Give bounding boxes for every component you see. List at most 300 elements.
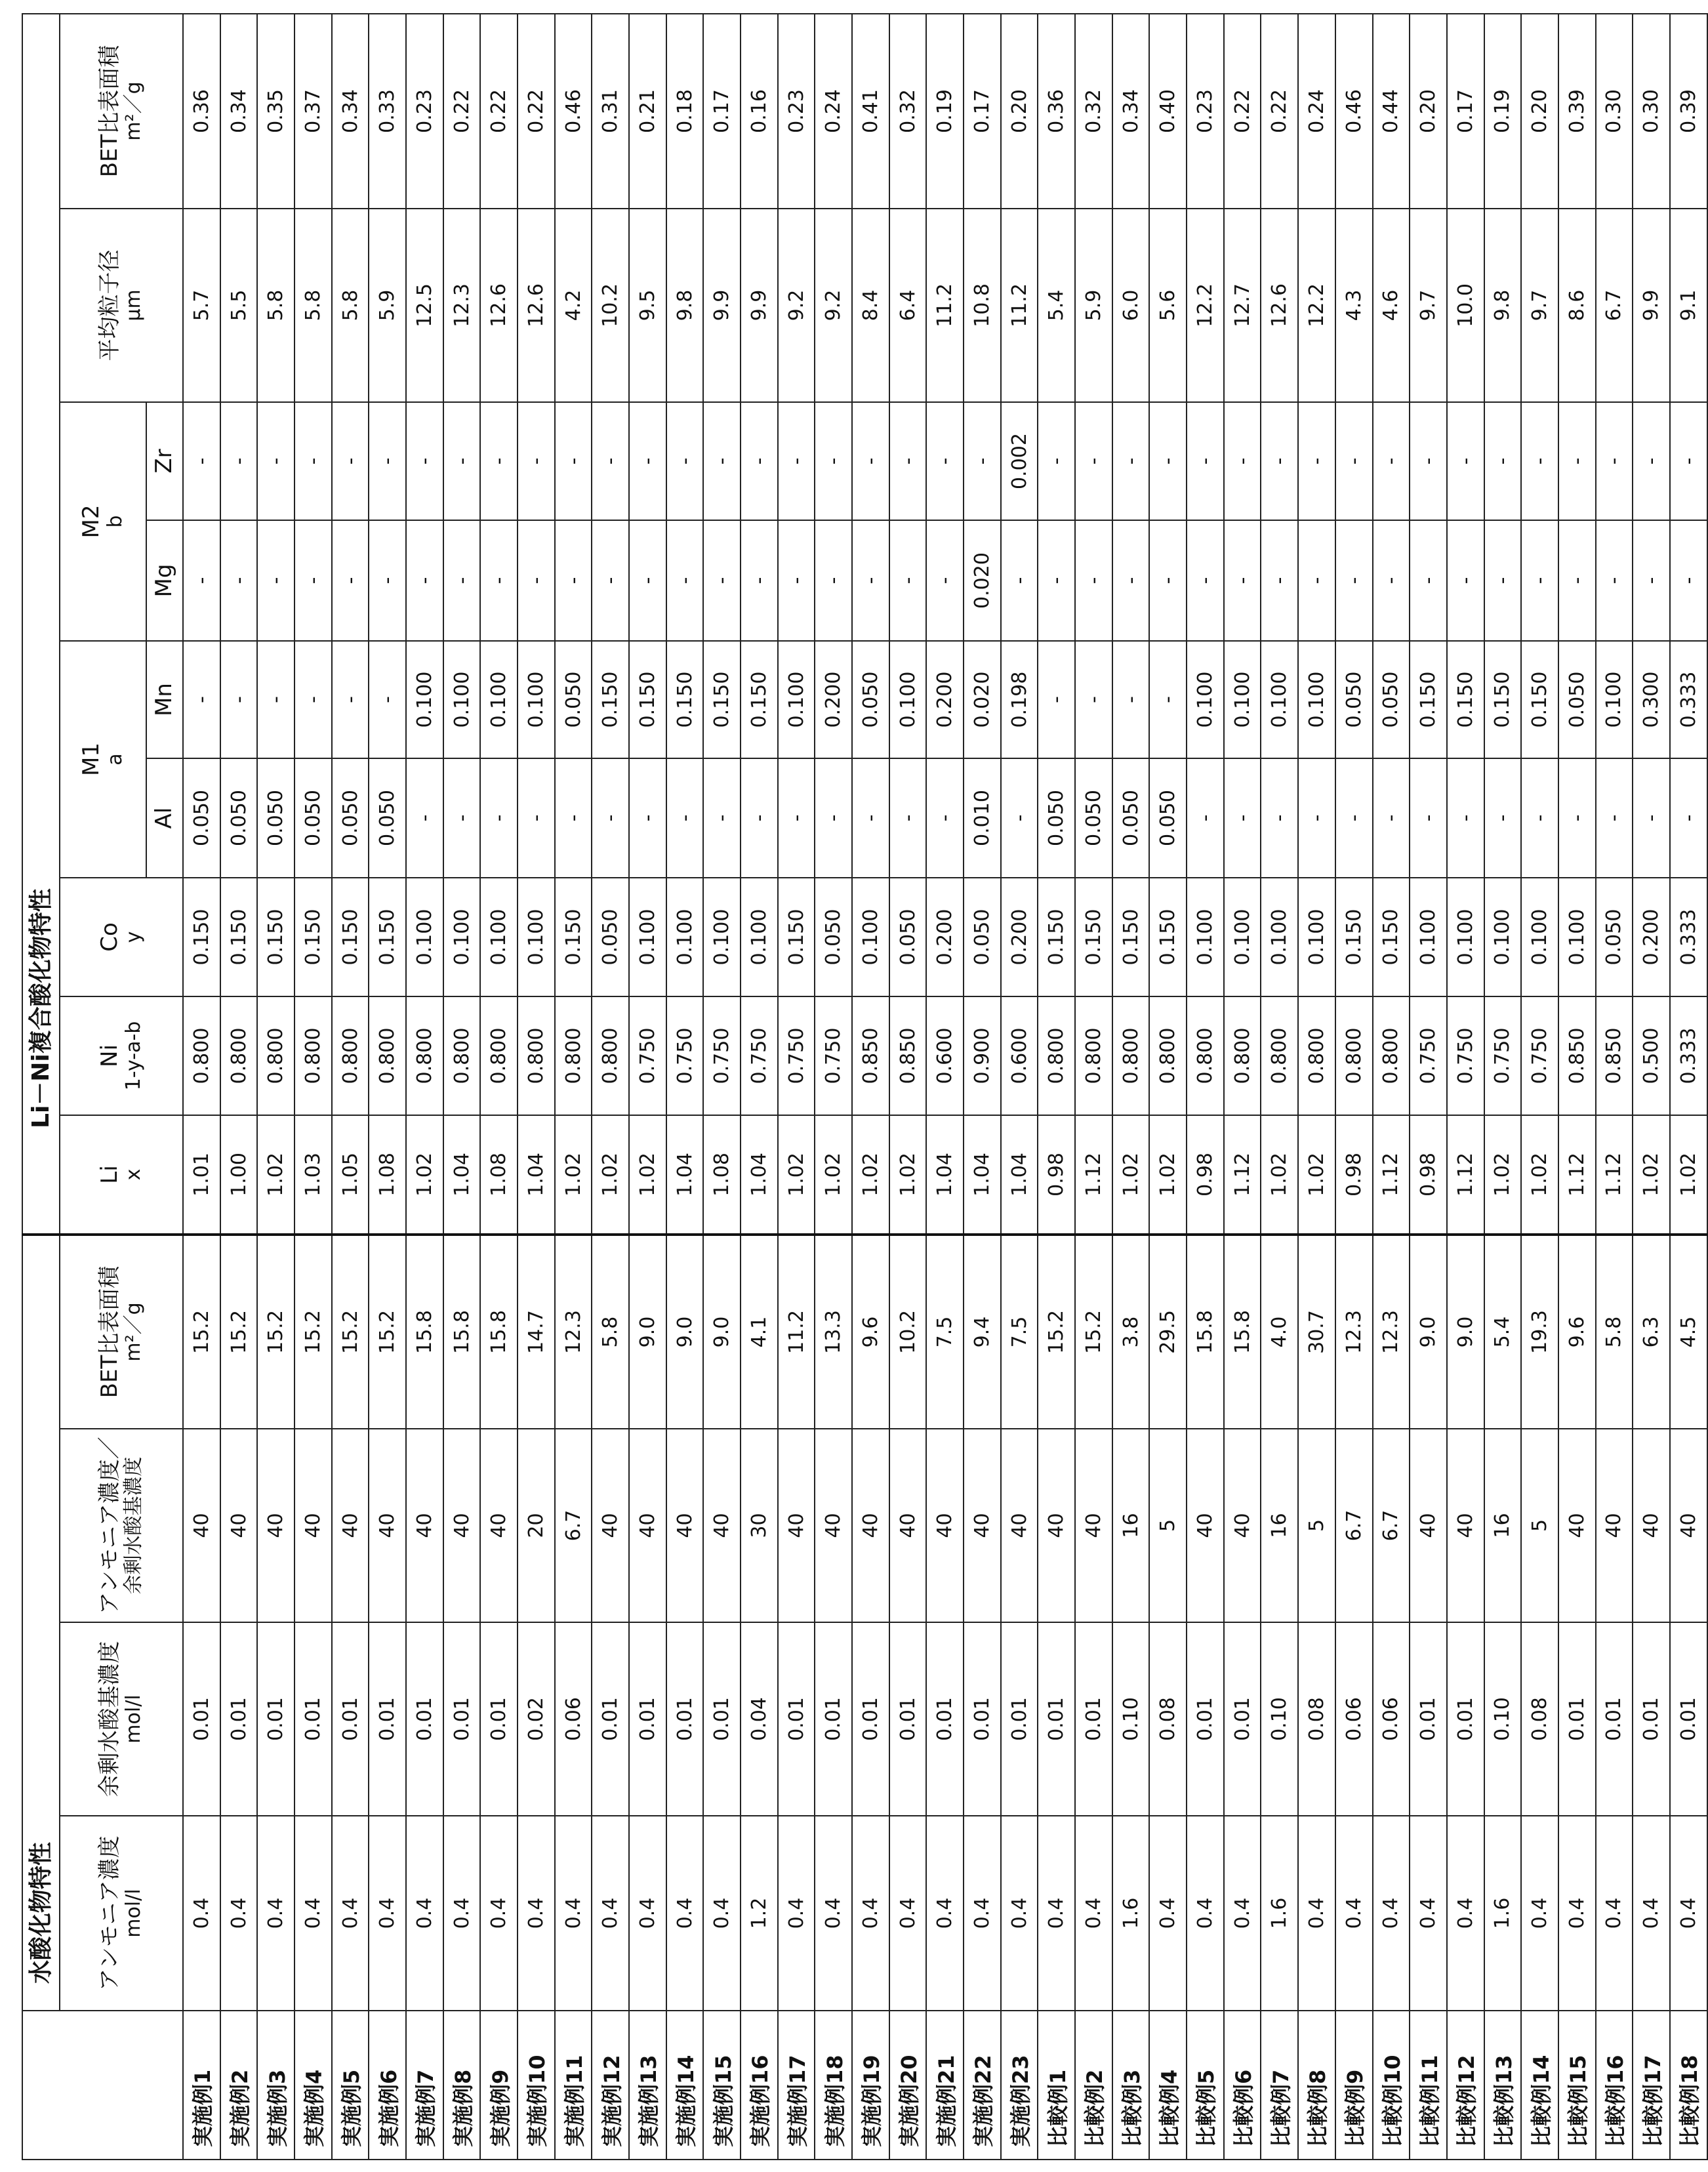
cell-co: 0.150 bbox=[1373, 878, 1410, 996]
cell-mg: - bbox=[1596, 520, 1633, 641]
cell-li: 0.98 bbox=[1410, 1115, 1447, 1235]
cell-li: 0.98 bbox=[1038, 1115, 1075, 1235]
cell-bet_h: 9.6 bbox=[852, 1235, 889, 1429]
row-label: 比較例12 bbox=[1447, 2011, 1484, 2160]
cell-al: - bbox=[1447, 758, 1484, 878]
cell-ratio: 40 bbox=[332, 1429, 369, 1622]
cell-excess: 0.01 bbox=[295, 1622, 332, 1816]
cell-bet_h: 15.2 bbox=[1038, 1235, 1075, 1429]
cell-li: 1.02 bbox=[406, 1115, 443, 1235]
cell-al: - bbox=[1224, 758, 1261, 878]
cell-avg: 12.5 bbox=[406, 209, 443, 402]
cell-mn: - bbox=[295, 641, 332, 758]
cell-excess: 0.01 bbox=[964, 1622, 1001, 1816]
cell-mg: - bbox=[1149, 520, 1187, 641]
cell-ni: 0.800 bbox=[220, 996, 258, 1115]
cell-excess: 0.04 bbox=[741, 1622, 778, 1816]
cell-co: 0.200 bbox=[1001, 878, 1038, 996]
cell-bet_h: 9.0 bbox=[629, 1235, 666, 1429]
cell-bet: 0.16 bbox=[741, 14, 778, 209]
cell-excess: 0.01 bbox=[852, 1622, 889, 1816]
cell-avg: 5.9 bbox=[369, 209, 406, 402]
cell-excess: 0.08 bbox=[1298, 1622, 1335, 1816]
cell-mg: - bbox=[852, 520, 889, 641]
cell-ratio: 40 bbox=[443, 1429, 481, 1622]
cell-excess: 0.01 bbox=[1633, 1622, 1670, 1816]
cell-ni: 0.800 bbox=[1335, 996, 1373, 1115]
cell-bet: 0.39 bbox=[1558, 14, 1596, 209]
table-row bbox=[1484, 14, 1522, 2160]
cell-mn: 0.200 bbox=[815, 641, 852, 758]
cell-li: 1.05 bbox=[332, 1115, 369, 1235]
cell-mg: - bbox=[295, 520, 332, 641]
cell-zr: - bbox=[332, 402, 369, 520]
row-label: 比較例8 bbox=[1298, 2011, 1335, 2160]
cell-li: 1.12 bbox=[1558, 1115, 1596, 1235]
cell-mg: - bbox=[778, 520, 815, 641]
cell-avg: 6.7 bbox=[1596, 209, 1633, 402]
cell-li: 1.02 bbox=[889, 1115, 927, 1235]
cell-bet: 0.23 bbox=[1187, 14, 1224, 209]
cell-ni: 0.600 bbox=[926, 996, 964, 1115]
cell-ni: 0.333 bbox=[1670, 996, 1707, 1115]
header-bet-composite: BET比表面積 m²／g bbox=[60, 14, 183, 209]
cell-mn: 0.020 bbox=[964, 641, 1001, 758]
cell-zr: - bbox=[1298, 402, 1335, 520]
cell-bet: 0.21 bbox=[629, 14, 666, 209]
cell-ratio: 40 bbox=[926, 1429, 964, 1622]
section-composite-oxide: Li－Ni複合酸化物特性 bbox=[22, 14, 60, 1235]
cell-li: 1.08 bbox=[480, 1115, 518, 1235]
cell-ammonia: 0.4 bbox=[629, 1816, 666, 2011]
cell-bet: 0.36 bbox=[1038, 14, 1075, 209]
cell-ammonia: 0.4 bbox=[964, 1816, 1001, 2011]
cell-ammonia: 1.6 bbox=[1484, 1816, 1522, 2011]
cell-excess: 0.01 bbox=[1187, 1622, 1224, 1816]
cell-bet: 0.20 bbox=[1410, 14, 1447, 209]
cell-ratio: 5 bbox=[1298, 1429, 1335, 1622]
cell-co: 0.050 bbox=[815, 878, 852, 996]
row-label: 実施例9 bbox=[480, 2011, 518, 2160]
cell-co: 0.100 bbox=[480, 878, 518, 996]
row-label: 実施例23 bbox=[1001, 2011, 1038, 2160]
cell-zr: - bbox=[889, 402, 927, 520]
cell-mn: 0.333 bbox=[1670, 641, 1707, 758]
cell-al: 0.050 bbox=[1038, 758, 1075, 878]
cell-li: 1.04 bbox=[518, 1115, 555, 1235]
table-row bbox=[369, 14, 406, 2160]
cell-bet: 0.17 bbox=[964, 14, 1001, 209]
cell-al: - bbox=[1373, 758, 1410, 878]
cell-mg: - bbox=[1633, 520, 1670, 641]
cell-excess: 0.01 bbox=[592, 1622, 629, 1816]
cell-li: 1.02 bbox=[1261, 1115, 1298, 1235]
cell-mg: - bbox=[1410, 520, 1447, 641]
cell-ratio: 40 bbox=[629, 1429, 666, 1622]
cell-co: 0.150 bbox=[257, 878, 295, 996]
cell-co: 0.100 bbox=[1558, 878, 1596, 996]
cell-bet_h: 15.8 bbox=[406, 1235, 443, 1429]
cell-co: 0.100 bbox=[406, 878, 443, 996]
cell-mn: - bbox=[332, 641, 369, 758]
cell-co: 0.150 bbox=[183, 878, 220, 996]
cell-bet_h: 9.0 bbox=[1410, 1235, 1447, 1429]
cell-li: 1.08 bbox=[369, 1115, 406, 1235]
cell-ni: 0.750 bbox=[1447, 996, 1484, 1115]
header-excess-hydroxide: 余剰水酸基濃度 mol/l bbox=[60, 1622, 183, 1816]
cell-bet_h: 4.1 bbox=[741, 1235, 778, 1429]
cell-mn: - bbox=[220, 641, 258, 758]
cell-bet: 0.32 bbox=[1075, 14, 1112, 209]
cell-excess: 0.01 bbox=[406, 1622, 443, 1816]
cell-bet_h: 15.2 bbox=[369, 1235, 406, 1429]
cell-ammonia: 0.4 bbox=[1373, 1816, 1410, 2011]
cell-bet_h: 15.8 bbox=[480, 1235, 518, 1429]
cell-ammonia: 0.4 bbox=[443, 1816, 481, 2011]
cell-mn: 0.100 bbox=[1596, 641, 1633, 758]
cell-bet: 0.39 bbox=[1670, 14, 1707, 209]
row-label: 実施例4 bbox=[295, 2011, 332, 2160]
cell-mn: 0.300 bbox=[1633, 641, 1670, 758]
cell-bet_h: 12.3 bbox=[555, 1235, 592, 1429]
row-label: 実施例17 bbox=[778, 2011, 815, 2160]
cell-ratio: 40 bbox=[1187, 1429, 1224, 1622]
cell-mn: 0.150 bbox=[1447, 641, 1484, 758]
cell-ni: 0.800 bbox=[183, 996, 220, 1115]
cell-al: - bbox=[592, 758, 629, 878]
cell-ammonia: 1.6 bbox=[1261, 1816, 1298, 2011]
cell-ratio: 6.7 bbox=[1373, 1429, 1410, 1622]
cell-mg: - bbox=[1447, 520, 1484, 641]
cell-zr: - bbox=[1149, 402, 1187, 520]
cell-co: 0.150 bbox=[1038, 878, 1075, 996]
corner-cell bbox=[22, 2011, 183, 2160]
row-label: 比較例7 bbox=[1261, 2011, 1298, 2160]
cell-bet_h: 3.8 bbox=[1112, 1235, 1150, 1429]
cell-ni: 0.800 bbox=[1112, 996, 1150, 1115]
cell-ammonia: 0.4 bbox=[926, 1816, 964, 2011]
cell-ratio: 20 bbox=[518, 1429, 555, 1622]
cell-li: 1.02 bbox=[1633, 1115, 1670, 1235]
row-label: 実施例8 bbox=[443, 2011, 481, 2160]
cell-li: 1.02 bbox=[778, 1115, 815, 1235]
header-ratio: アンモニア濃度／ 余剰水酸基濃度 bbox=[60, 1429, 183, 1622]
row-label: 実施例13 bbox=[629, 2011, 666, 2160]
cell-mg: - bbox=[220, 520, 258, 641]
cell-excess: 0.01 bbox=[703, 1622, 741, 1816]
cell-bet: 0.30 bbox=[1596, 14, 1633, 209]
header-li: Li x bbox=[60, 1115, 183, 1235]
cell-bet: 0.34 bbox=[332, 14, 369, 209]
cell-al: - bbox=[1001, 758, 1038, 878]
cell-bet: 0.20 bbox=[1001, 14, 1038, 209]
cell-bet_h: 19.3 bbox=[1521, 1235, 1558, 1429]
cell-al: 0.050 bbox=[257, 758, 295, 878]
cell-avg: 11.2 bbox=[1001, 209, 1038, 402]
cell-ratio: 40 bbox=[778, 1429, 815, 1622]
table-row bbox=[1447, 14, 1484, 2160]
cell-zr: - bbox=[443, 402, 481, 520]
cell-ni: 0.750 bbox=[1521, 996, 1558, 1115]
cell-mg: - bbox=[555, 520, 592, 641]
cell-ratio: 40 bbox=[1224, 1429, 1261, 1622]
cell-ratio: 40 bbox=[852, 1429, 889, 1622]
cell-ammonia: 0.4 bbox=[1521, 1816, 1558, 2011]
cell-zr: - bbox=[369, 402, 406, 520]
cell-avg: 9.2 bbox=[815, 209, 852, 402]
cell-avg: 9.7 bbox=[1410, 209, 1447, 402]
cell-al: 0.050 bbox=[1112, 758, 1150, 878]
cell-mn: 0.150 bbox=[629, 641, 666, 758]
cell-mn: 0.150 bbox=[1521, 641, 1558, 758]
cell-bet_h: 15.8 bbox=[1187, 1235, 1224, 1429]
cell-zr: - bbox=[1670, 402, 1707, 520]
cell-bet: 0.36 bbox=[183, 14, 220, 209]
cell-al: - bbox=[815, 758, 852, 878]
cell-bet: 0.22 bbox=[480, 14, 518, 209]
cell-mg: - bbox=[1261, 520, 1298, 641]
cell-excess: 0.01 bbox=[1075, 1622, 1112, 1816]
cell-ni: 0.800 bbox=[369, 996, 406, 1115]
cell-bet: 0.22 bbox=[443, 14, 481, 209]
cell-al: 0.050 bbox=[369, 758, 406, 878]
cell-li: 1.02 bbox=[1670, 1115, 1707, 1235]
cell-ni: 0.800 bbox=[332, 996, 369, 1115]
cell-bet_h: 6.3 bbox=[1633, 1235, 1670, 1429]
cell-ammonia: 0.4 bbox=[1038, 1816, 1075, 2011]
cell-mn: 0.198 bbox=[1001, 641, 1038, 758]
cell-mn: 0.050 bbox=[1373, 641, 1410, 758]
table-row bbox=[852, 14, 889, 2160]
cell-li: 1.02 bbox=[1149, 1115, 1187, 1235]
cell-mg: - bbox=[1001, 520, 1038, 641]
cell-zr: - bbox=[741, 402, 778, 520]
cell-co: 0.100 bbox=[1484, 878, 1522, 996]
cell-mg: - bbox=[369, 520, 406, 641]
cell-zr: - bbox=[480, 402, 518, 520]
cell-mg: - bbox=[815, 520, 852, 641]
cell-li: 1.02 bbox=[1521, 1115, 1558, 1235]
cell-bet_h: 9.0 bbox=[666, 1235, 704, 1429]
cell-mn: 0.100 bbox=[480, 641, 518, 758]
table-row bbox=[1373, 14, 1410, 2160]
table-row bbox=[220, 14, 258, 2160]
cell-ammonia: 0.4 bbox=[1558, 1816, 1596, 2011]
row-label: 比較例3 bbox=[1112, 2011, 1150, 2160]
cell-zr: - bbox=[1112, 402, 1150, 520]
cell-al: - bbox=[1558, 758, 1596, 878]
cell-zr: - bbox=[703, 402, 741, 520]
cell-bet_h: 5.4 bbox=[1484, 1235, 1522, 1429]
cell-ni: 0.800 bbox=[257, 996, 295, 1115]
cell-li: 1.01 bbox=[183, 1115, 220, 1235]
cell-al: - bbox=[703, 758, 741, 878]
cell-ammonia: 0.4 bbox=[555, 1816, 592, 2011]
cell-excess: 0.01 bbox=[1670, 1622, 1707, 1816]
cell-mn: - bbox=[183, 641, 220, 758]
cell-ammonia: 0.4 bbox=[295, 1816, 332, 2011]
cell-ni: 0.600 bbox=[1001, 996, 1038, 1115]
table-row bbox=[443, 14, 481, 2160]
row-label: 比較例17 bbox=[1633, 2011, 1670, 2160]
cell-co: 0.100 bbox=[1521, 878, 1558, 996]
cell-al: - bbox=[926, 758, 964, 878]
cell-li: 1.02 bbox=[852, 1115, 889, 1235]
cell-bet_h: 4.5 bbox=[1670, 1235, 1707, 1429]
cell-mg: - bbox=[1298, 520, 1335, 641]
cell-ammonia: 0.4 bbox=[518, 1816, 555, 2011]
cell-ni: 0.850 bbox=[889, 996, 927, 1115]
cell-excess: 0.01 bbox=[183, 1622, 220, 1816]
cell-co: 0.150 bbox=[1075, 878, 1112, 996]
cell-excess: 0.01 bbox=[443, 1622, 481, 1816]
cell-avg: 11.2 bbox=[926, 209, 964, 402]
cell-li: 1.04 bbox=[741, 1115, 778, 1235]
cell-zr: - bbox=[592, 402, 629, 520]
cell-ammonia: 0.4 bbox=[889, 1816, 927, 2011]
cell-bet: 0.24 bbox=[1298, 14, 1335, 209]
cell-excess: 0.01 bbox=[480, 1622, 518, 1816]
cell-zr: - bbox=[1187, 402, 1224, 520]
cell-excess: 0.01 bbox=[1558, 1622, 1596, 1816]
cell-ammonia: 0.4 bbox=[778, 1816, 815, 2011]
row-label: 実施例15 bbox=[703, 2011, 741, 2160]
header-mg: Mg bbox=[146, 520, 183, 641]
table-row bbox=[1410, 14, 1447, 2160]
row-label: 比較例2 bbox=[1075, 2011, 1112, 2160]
cell-bet_h: 12.3 bbox=[1335, 1235, 1373, 1429]
cell-bet: 0.30 bbox=[1633, 14, 1670, 209]
cell-al: - bbox=[1261, 758, 1298, 878]
table-row bbox=[183, 14, 220, 2160]
cell-al: - bbox=[480, 758, 518, 878]
cell-ammonia: 0.4 bbox=[1224, 1816, 1261, 2011]
cell-mn: 0.150 bbox=[703, 641, 741, 758]
cell-mg: - bbox=[1558, 520, 1596, 641]
cell-al: 0.050 bbox=[1075, 758, 1112, 878]
cell-bet: 0.46 bbox=[555, 14, 592, 209]
cell-ammonia: 0.4 bbox=[1670, 1816, 1707, 2011]
row-label: 比較例13 bbox=[1484, 2011, 1522, 2160]
cell-li: 1.02 bbox=[1298, 1115, 1335, 1235]
cell-zr: - bbox=[406, 402, 443, 520]
table-row bbox=[964, 14, 1001, 2160]
cell-ratio: 40 bbox=[406, 1429, 443, 1622]
cell-zr: - bbox=[1335, 402, 1373, 520]
cell-ratio: 6.7 bbox=[555, 1429, 592, 1622]
cell-avg: 9.1 bbox=[1670, 209, 1707, 402]
row-label: 実施例2 bbox=[220, 2011, 258, 2160]
cell-ammonia: 0.4 bbox=[703, 1816, 741, 2011]
cell-bet: 0.17 bbox=[703, 14, 741, 209]
cell-ammonia: 0.4 bbox=[220, 1816, 258, 2011]
cell-bet_h: 15.8 bbox=[443, 1235, 481, 1429]
cell-ni: 0.750 bbox=[629, 996, 666, 1115]
table-row bbox=[1633, 14, 1670, 2160]
cell-bet_h: 5.8 bbox=[592, 1235, 629, 1429]
cell-ratio: 40 bbox=[1410, 1429, 1447, 1622]
cell-mn: - bbox=[369, 641, 406, 758]
cell-mg: - bbox=[1112, 520, 1150, 641]
cell-mg: - bbox=[666, 520, 704, 641]
cell-bet: 0.20 bbox=[1521, 14, 1558, 209]
cell-avg: 5.7 bbox=[183, 209, 220, 402]
row-label: 比較例10 bbox=[1373, 2011, 1410, 2160]
cell-bet_h: 15.2 bbox=[257, 1235, 295, 1429]
cell-ratio: 40 bbox=[666, 1429, 704, 1622]
row-label: 実施例5 bbox=[332, 2011, 369, 2160]
cell-bet: 0.44 bbox=[1373, 14, 1410, 209]
cell-bet_h: 29.5 bbox=[1149, 1235, 1187, 1429]
cell-mn: - bbox=[257, 641, 295, 758]
cell-avg: 8.6 bbox=[1558, 209, 1596, 402]
table-row bbox=[257, 14, 295, 2160]
cell-mn: 0.100 bbox=[406, 641, 443, 758]
cell-ammonia: 0.4 bbox=[1075, 1816, 1112, 2011]
data-table bbox=[22, 13, 1708, 2160]
cell-ratio: 40 bbox=[369, 1429, 406, 1622]
cell-zr: - bbox=[815, 402, 852, 520]
cell-zr: - bbox=[518, 402, 555, 520]
cell-avg: 12.6 bbox=[518, 209, 555, 402]
cell-mg: - bbox=[406, 520, 443, 641]
cell-mg: - bbox=[1670, 520, 1707, 641]
cell-avg: 9.9 bbox=[1633, 209, 1670, 402]
cell-bet: 0.22 bbox=[518, 14, 555, 209]
cell-avg: 6.0 bbox=[1112, 209, 1150, 402]
row-label: 実施例18 bbox=[815, 2011, 852, 2160]
cell-avg: 10.2 bbox=[592, 209, 629, 402]
header-m1: M1 a bbox=[60, 641, 146, 878]
cell-ni: 0.800 bbox=[480, 996, 518, 1115]
cell-ratio: 40 bbox=[964, 1429, 1001, 1622]
cell-ni: 0.750 bbox=[815, 996, 852, 1115]
table-row bbox=[480, 14, 518, 2160]
cell-zr: - bbox=[1558, 402, 1596, 520]
cell-al: 0.050 bbox=[1149, 758, 1187, 878]
cell-ni: 0.850 bbox=[1558, 996, 1596, 1115]
cell-zr: - bbox=[1521, 402, 1558, 520]
cell-mn: 0.100 bbox=[1224, 641, 1261, 758]
table-row bbox=[1596, 14, 1633, 2160]
cell-al: 0.050 bbox=[295, 758, 332, 878]
cell-ni: 0.800 bbox=[1261, 996, 1298, 1115]
row-label: 比較例14 bbox=[1521, 2011, 1558, 2160]
cell-zr: 0.002 bbox=[1001, 402, 1038, 520]
cell-zr: - bbox=[555, 402, 592, 520]
cell-al: - bbox=[1298, 758, 1335, 878]
cell-bet: 0.24 bbox=[815, 14, 852, 209]
cell-excess: 0.10 bbox=[1112, 1622, 1150, 1816]
cell-ni: 0.900 bbox=[964, 996, 1001, 1115]
cell-ammonia: 0.4 bbox=[257, 1816, 295, 2011]
cell-avg: 12.3 bbox=[443, 209, 481, 402]
cell-mg: - bbox=[741, 520, 778, 641]
cell-ammonia: 0.4 bbox=[1633, 1816, 1670, 2011]
cell-al: 0.050 bbox=[183, 758, 220, 878]
cell-li: 1.12 bbox=[1224, 1115, 1261, 1235]
cell-excess: 0.08 bbox=[1149, 1622, 1187, 1816]
cell-mg: - bbox=[592, 520, 629, 641]
cell-ammonia: 0.4 bbox=[369, 1816, 406, 2011]
cell-ammonia: 0.4 bbox=[815, 1816, 852, 2011]
header-ammonia: アンモニア濃度 mol/l bbox=[60, 1816, 183, 2011]
cell-mg: - bbox=[926, 520, 964, 641]
cell-bet_h: 14.7 bbox=[518, 1235, 555, 1429]
cell-co: 0.100 bbox=[1224, 878, 1261, 996]
cell-excess: 0.06 bbox=[555, 1622, 592, 1816]
table-row bbox=[1521, 14, 1558, 2160]
